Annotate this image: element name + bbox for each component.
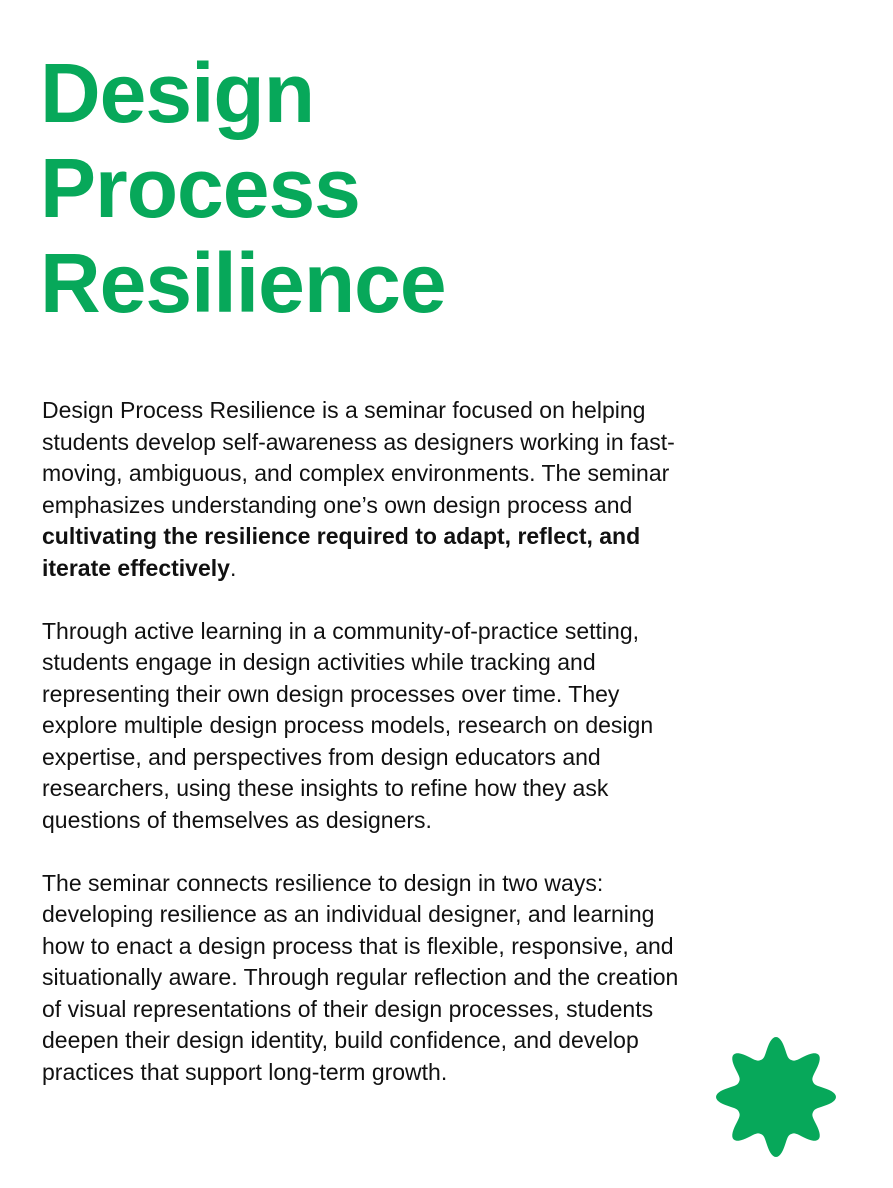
paragraph-intro: [42, 395, 692, 584]
title-line-process: Process: [40, 141, 360, 235]
paragraph-active-learning: Through active learning in a community-of-practice setting, students engage in design activities while tracking and representing their own design processes over time. They explore multiple design process models, research on design expertise, and perspectives from design educators and researchers, using these insights to refine how they ask questions of themselves as designers.: [42, 617, 654, 833]
paragraph-resilience-connection: The seminar connects resilience to design in two ways: developing resilience as an individual designer, and learning how to enact a design process that is flexible, responsive, and situationally aware. Through regular reflection and the creation of visual representations of their design processes, students deepen their design identity, build confidence, and develop practices that support long-term growth.: [42, 869, 679, 1085]
seminar-description: [42, 395, 692, 1088]
title-line-resilience: Resilience: [40, 236, 446, 330]
paragraph-intro-text: Design Process Resilience is a seminar focused on helping students develop self-awareness as designers working in fast-moving, ambiguous, and complex environments. The seminar emphasizes understanding one’s own design process and: [42, 397, 675, 518]
star-badge-icon: [715, 1036, 837, 1158]
star-badge-shape: [716, 1037, 836, 1157]
title-line-design: Design: [40, 46, 315, 140]
paragraph-intro-emphasis: cultivating the resilience required to adapt, reflect, and iterate effectively: [42, 523, 641, 581]
page-title: [40, 46, 446, 331]
paragraph-intro-period: .: [229, 554, 237, 581]
